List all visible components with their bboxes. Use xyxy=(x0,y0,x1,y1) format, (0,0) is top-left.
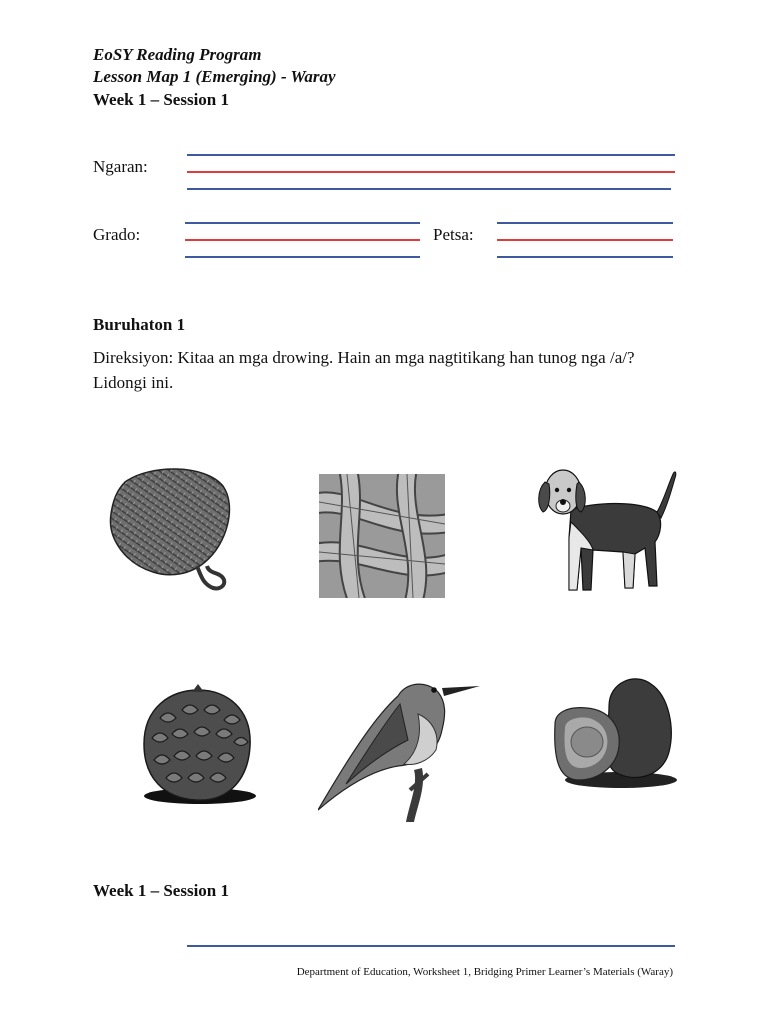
grade-mid-line xyxy=(185,239,420,241)
name-mid-line xyxy=(187,171,675,173)
bottom-divider xyxy=(187,945,675,947)
date-label: Petsa: xyxy=(433,225,474,244)
task-title: Buruhaton 1 xyxy=(93,315,186,334)
bird-icon[interactable] xyxy=(318,674,482,824)
date-base-line xyxy=(497,256,673,258)
name-base-line xyxy=(187,188,671,190)
rope-icon[interactable] xyxy=(319,474,445,598)
grade-base-line xyxy=(185,256,420,258)
week-session-title: Week 1 – Session 1 xyxy=(93,90,230,109)
name-label: Ngaran: xyxy=(93,157,148,176)
footer-text: Department of Education, Worksheet 1, Bridging Primer Learner’s Materials (Waray) xyxy=(296,966,673,978)
lesson-title: Lesson Map 1 (Emerging) - Waray xyxy=(93,67,336,86)
task-directions: Direksiyon: Kitaa an mga drowing. Hain an mga nagtitikang han tunog nga /a/? Lidongi ini. xyxy=(93,348,635,392)
woven-fan-icon[interactable] xyxy=(105,466,235,594)
date-mid-line xyxy=(497,239,673,241)
date-top-line xyxy=(497,222,673,224)
grade-label: Grado: xyxy=(93,225,141,244)
dog-icon[interactable] xyxy=(531,462,677,594)
grade-top-line xyxy=(185,222,420,224)
program-title: EoSY Reading Program xyxy=(93,45,262,64)
custard-apple-icon[interactable] xyxy=(134,684,260,806)
avocado-icon[interactable] xyxy=(551,676,679,792)
bottom-week-session: Week 1 – Session 1 xyxy=(93,881,230,900)
name-top-line xyxy=(187,154,675,156)
